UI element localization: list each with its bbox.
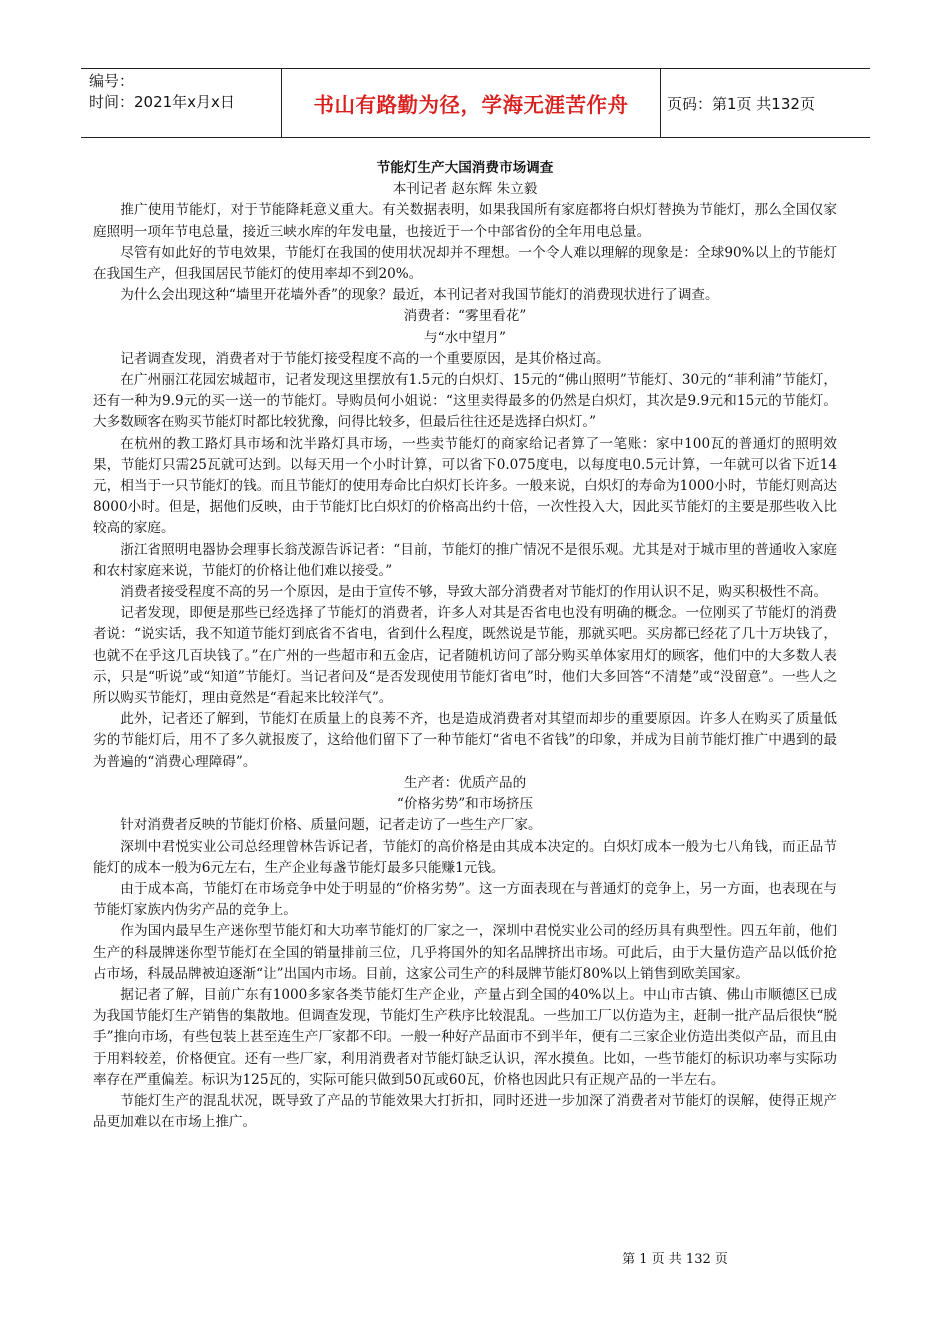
paragraph: 记者调查发现，消费者对于节能灯接受程度不高的一个重要原因，是其价格过高。: [120, 350, 610, 367]
paragraph: 在杭州的教工路灯具市场和沈半路灯具市场，一些卖节能灯的商家给记者算了一笔账：家中100瓦的普通灯的照明效果，节能灯只需25瓦就可达到。以每天用一个小时计算，可以省下0.075度电，以每度电0.5元计算，一年就可以省下近14元，相当于一只节能灯的钱。而且节能灯的使用寿命比白炽灯长许多。一般来说，白炽灯的寿命为1000小时，节能灯则高达8000小时。但是，据他们反映，由于节能灯比白炽灯的价格高出约十倍，一次性投入大，因此买节能灯的主要是那些收入比较高的家庭。: [93, 435, 837, 537]
section-heading: 与“水中望月”: [424, 329, 506, 346]
section-heading: 消费者：“雾里看花”: [403, 308, 527, 325]
section-heading: “价格劣势”和市场挤压: [396, 796, 534, 813]
header-meta: [81, 69, 282, 137]
paragraph: 消费者接受程度不高的另一个原因，是由于宣传不够，导致大部分消费者对节能灯的作用认识不足，购买积极性不高。: [120, 584, 828, 601]
paragraph: 作为国内最早生产迷你型节能灯和大功率节能灯的厂家之一，深圳中君悦实业公司的经历具有典型性。四五年前，他们生产的科晟牌迷你型节能灯在全国的销量排前三位，几乎将国外的知名品牌挤出市场。可此后，由于大量仿造产品以低价抢占市场，科晟品牌被迫逐渐“让”出国内市场。目前，这家公司生产的科晟牌节能灯80%以上销售到欧美国家。: [93, 923, 837, 982]
paragraph: 由于成本高，节能灯在市场竞争中处于明显的“价格劣势”。这一方面表现在与普通灯的竞争上，另一方面，也表现在与节能灯家族内伪劣产品的竞争上。: [93, 880, 837, 919]
paragraph: 推广使用节能灯，对于节能降耗意义重大。有关数据表明，如果我国所有家庭都将白炽灯替换为节能灯，那么全国仅家庭照明一项年节电总量，接近三峡水库的年发电量，也接近于一个中部省份的全年用电总量。: [93, 202, 837, 240]
paragraph: 据记者了解，目前广东有1000多家各类节能灯生产企业，产量占到全国的40%以上。中山市古镇、佛山市顺德区已成为我国节能灯生产销售的集散地。但调查发现，节能灯生产秩序比较混乱。一些加工厂以仿造为主，赶制一批产品后很快“脱手”推向市场，有些包装上甚至连生产厂家都不印。一般一种好产品面市不到半年，便有二三家企业仿造出类似产品，而且由于用料较差，价格便宜。还有一些厂家，利用消费者对节能灯缺乏认识，浑水摸鱼。比如，一些节能灯的标识功率与实际功率存在严重偏差。标识为125瓦的，实际可能只做到50瓦或60瓦，价格也因此只有正规产品的一半左右。: [93, 986, 837, 1088]
paragraph: 尽管有如此好的节电效果，节能灯在我国的使用状况却并不理想。一个令人难以理解的现象是：全球90%以上的节能灯在我国生产，但我国居民节能灯的使用率却不到20%。: [93, 244, 837, 283]
paragraph: 在广州丽江花园宏城超市，记者发现这里摆放有1.5元的白炽灯、15元的“佛山照明”节能灯、30元的“菲利浦”节能灯，还有一种为9.9元的买一送一的节能灯。导购员何小姐说：“这里卖得最多的仍然是白炽灯，其次是9.9元和15元的节能灯。大多数顾客在购买节能灯时都比较犹豫，问得比较多，但最后往往还是选择白炽灯。”: [93, 372, 837, 431]
page-label: 页码：第1页 共132页: [667, 94, 815, 113]
paragraph: 深圳中君悦实业公司总经理曾林告诉记者，节能灯的高价格是由其成本决定的。白炽灯成本一般为七八角钱，而正品节能灯的成本一般为6元左右，生产企业每盏节能灯最多只能赚1元钱。: [93, 838, 837, 876]
paragraph: 针对消费者反映的节能灯价格、质量问题，记者走访了一些生产厂家。: [120, 817, 542, 834]
paragraph: 此外，记者还了解到，节能灯在质量上的良莠不齐，也是造成消费者对其望而却步的重要原因。许多人在购买了质量低劣的节能灯后，用不了多久就报废了，这给他们留下了一种节能灯“省电不省钱”的印象，并成为目前节能灯推广中遇到的最为普遍的“消费心理障碍”。: [93, 711, 837, 770]
header-table: [81, 68, 870, 138]
motto-text: 书山有路勤为径，学海无涯苦作舟: [313, 93, 629, 117]
time-label: 时间：2021年x月x日: [89, 93, 235, 111]
paragraph: 节能灯生产的混乱状况，既导致了产品的节能效果大打折扣，同时还进一步加深了消费者对节能灯的误解，使得正规产品更加难以在市场上推广。: [93, 1092, 837, 1131]
paragraph: 浙江省照明电器协会理事长翁茂源告诉记者：“目前，节能灯的推广情况不是很乐观。尤其是对于城市里的普通收入家庭和农村家庭来说，节能灯的价格让他们难以接受。”: [93, 541, 837, 579]
section-heading: 生产者：优质产品的: [403, 774, 527, 791]
paragraph: 记者发现，即便是那些已经选择了节能灯的消费者，许多人对其是否省电也没有明确的概念。一位刚买了节能灯的消费者说：“说实话，我不知道节能灯到底省不省电，省到什么程度，既然说是节能，那就买吧。买房都已经花了几十万块钱了，也就不在乎这几百块钱了。”在广州的一些超市和五金店，记者随机访问了部分购买单体家用灯的顾客，他们中的大多数人表示，只是“听说”或“知道”节能灯。当记者问及“是否发现使用节能灯省电”时，他们大多回答“不清楚”或“没留意”。一些人之所以购买节能灯，理由竟然是“看起来比较洋气”。: [93, 605, 837, 707]
byline: 本刊记者 赵东辉 朱立毅: [392, 181, 538, 198]
page-footer: 第 1 页 共 132 页: [622, 1252, 728, 1267]
article-title: 节能灯生产大国消费市场调查: [376, 160, 554, 176]
number-label: 编号：: [89, 72, 135, 90]
header-motto-cell: [282, 69, 661, 137]
article: [93, 158, 837, 1133]
paragraph: 为什么会出现这种“墙里开花墙外香”的现象？最近，本刊记者对我国节能灯的消费现状进行了调查。: [120, 287, 719, 304]
